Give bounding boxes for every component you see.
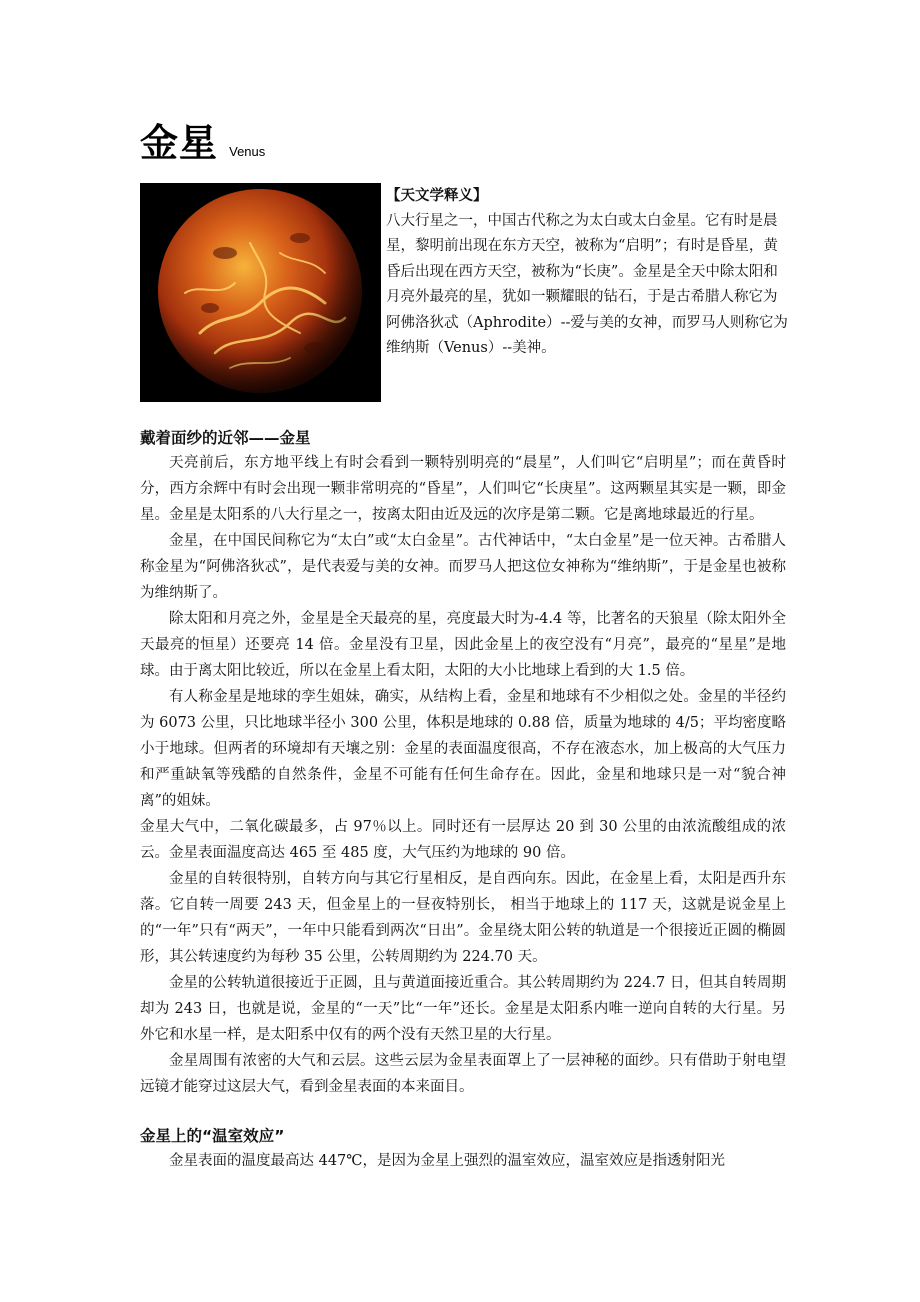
- page-subtitle: Venus: [229, 144, 266, 159]
- section-body-1: [140, 450, 786, 1100]
- section-title-1: 戴着面纱的近邻——金星: [140, 429, 311, 447]
- paragraph: 金星周围有浓密的大气和云层。这些云层为金星表面罩上了一层神秘的面纱。只有借助于射电望远镜才能穿过这层大气，看到金星表面的本来面目。: [140, 1053, 786, 1095]
- paragraph: 金星表面的温度最高达 447℃，是因为金星上强烈的温室效应，温室效应是指透射阳光: [169, 1153, 726, 1169]
- venus-planet-photo: [140, 183, 381, 402]
- section-body-2: [140, 1148, 786, 1174]
- title-row: [140, 112, 265, 167]
- page-title: 金星: [140, 121, 219, 165]
- section-title-2: 金星上的“温室效应”: [140, 1127, 285, 1145]
- paragraph: 有人称金星是地球的孪生姐妹，确实，从结构上看，金星和地球有不少相似之处。金星的半径约为 6073 公里，只比地球半径小 300 公里，体积是地球的 0.88 倍，质量为地球的 4/5；平均密度略小于地球。但两者的环境却有天壤之别：金星的表面温度很高，不存在液态水，加上极高的大气压力和严重缺氧等残酷的自然条件，金星不可能有任何生命存在。因此，金星和地球只是一对“貌合神离”的姐妹。: [140, 689, 786, 809]
- intro-text: 八大行星之一，中国古代称之为太白或太白金星。它有时是晨星，黎明前出现在东方天空，被称为“启明”；有时是昏星，黄昏后出现在西方天空，被称为“长庚”。金星是全天中除太阳和月亮外最亮的星，犹如一颗耀眼的钻石，于是古希腊人称它为阿佛洛狄忒（Aphrodite）--爱与美的女神，而罗马人则称它为维纳斯（Venus）--美神。: [386, 212, 788, 356]
- paragraph: 金星的公转轨道很接近于正圆，且与黄道面接近重合。其公转周期约为 224.7 日，但其自转周期却为 243 日，也就是说，金星的“一天”比“一年”还长。金星是太阳系内唯一逆向自转的大行星。另外它和水星一样，是太阳系中仅有的两个没有天然卫星的大行星。: [140, 975, 786, 1043]
- paragraph: 天亮前后，东方地平线上有时会看到一颗特别明亮的“晨星”，人们叫它“启明星”；而在黄昏时分，西方余辉中有时会出现一颗非常明亮的“昏星”，人们叫它“长庚星”。这两颗星其实是一颗，即金星。金星是太阳系的八大行星之一，按离太阳由近及远的次序是第二颗。它是离地球最近的行星。: [140, 455, 786, 523]
- intro-heading: 【天文学释义】: [386, 187, 488, 204]
- paragraph: 除太阳和月亮之外，金星是全天最亮的星，亮度最大时为-4.4 等，比著名的天狼星（除太阳外全天最亮的恒星）还要亮 14 倍。金星没有卫星，因此金星上的夜空没有“月亮”，最亮的“星星”是地球。由于离太阳比较近，所以在金星上看太阳，太阳的大小比地球上看到的大 1.5 倍。: [140, 611, 786, 679]
- paragraph: 金星，在中国民间称它为“太白”或“太白金星”。古代神话中，“太白金星”是一位天神。古希腊人称金星为“阿佛洛狄忒”，是代表爱与美的女神。而罗马人把这位女神称为“维纳斯”，于是金星也被称为维纳斯了。: [140, 533, 786, 601]
- venus-planet-icon: [140, 183, 381, 402]
- intro-block: [386, 183, 788, 362]
- paragraph: 金星的自转很特别，自转方向与其它行星相反，是自西向东。因此，在金星上看，太阳是西升东落。它自转一周要 243 天，但金星上的一昼夜特别长， 相当于地球上的 117 天，这就是说金星上的“一年”只有“两天”，一年中只能看到两次“日出”。金星绕太阳公转的轨道是一个很接近正圆的椭圆形，其公转速度约为每秒 35 公里，公转周期约为 224.70 天。: [140, 871, 786, 965]
- paragraph: 金星大气中，二氧化碳最多，占 97％以上。同时还有一层厚达 20 到 30 公里的由浓流酸组成的浓云。金星表面温度高达 465 至 485 度，大气压约为地球的 90 倍。: [140, 819, 786, 861]
